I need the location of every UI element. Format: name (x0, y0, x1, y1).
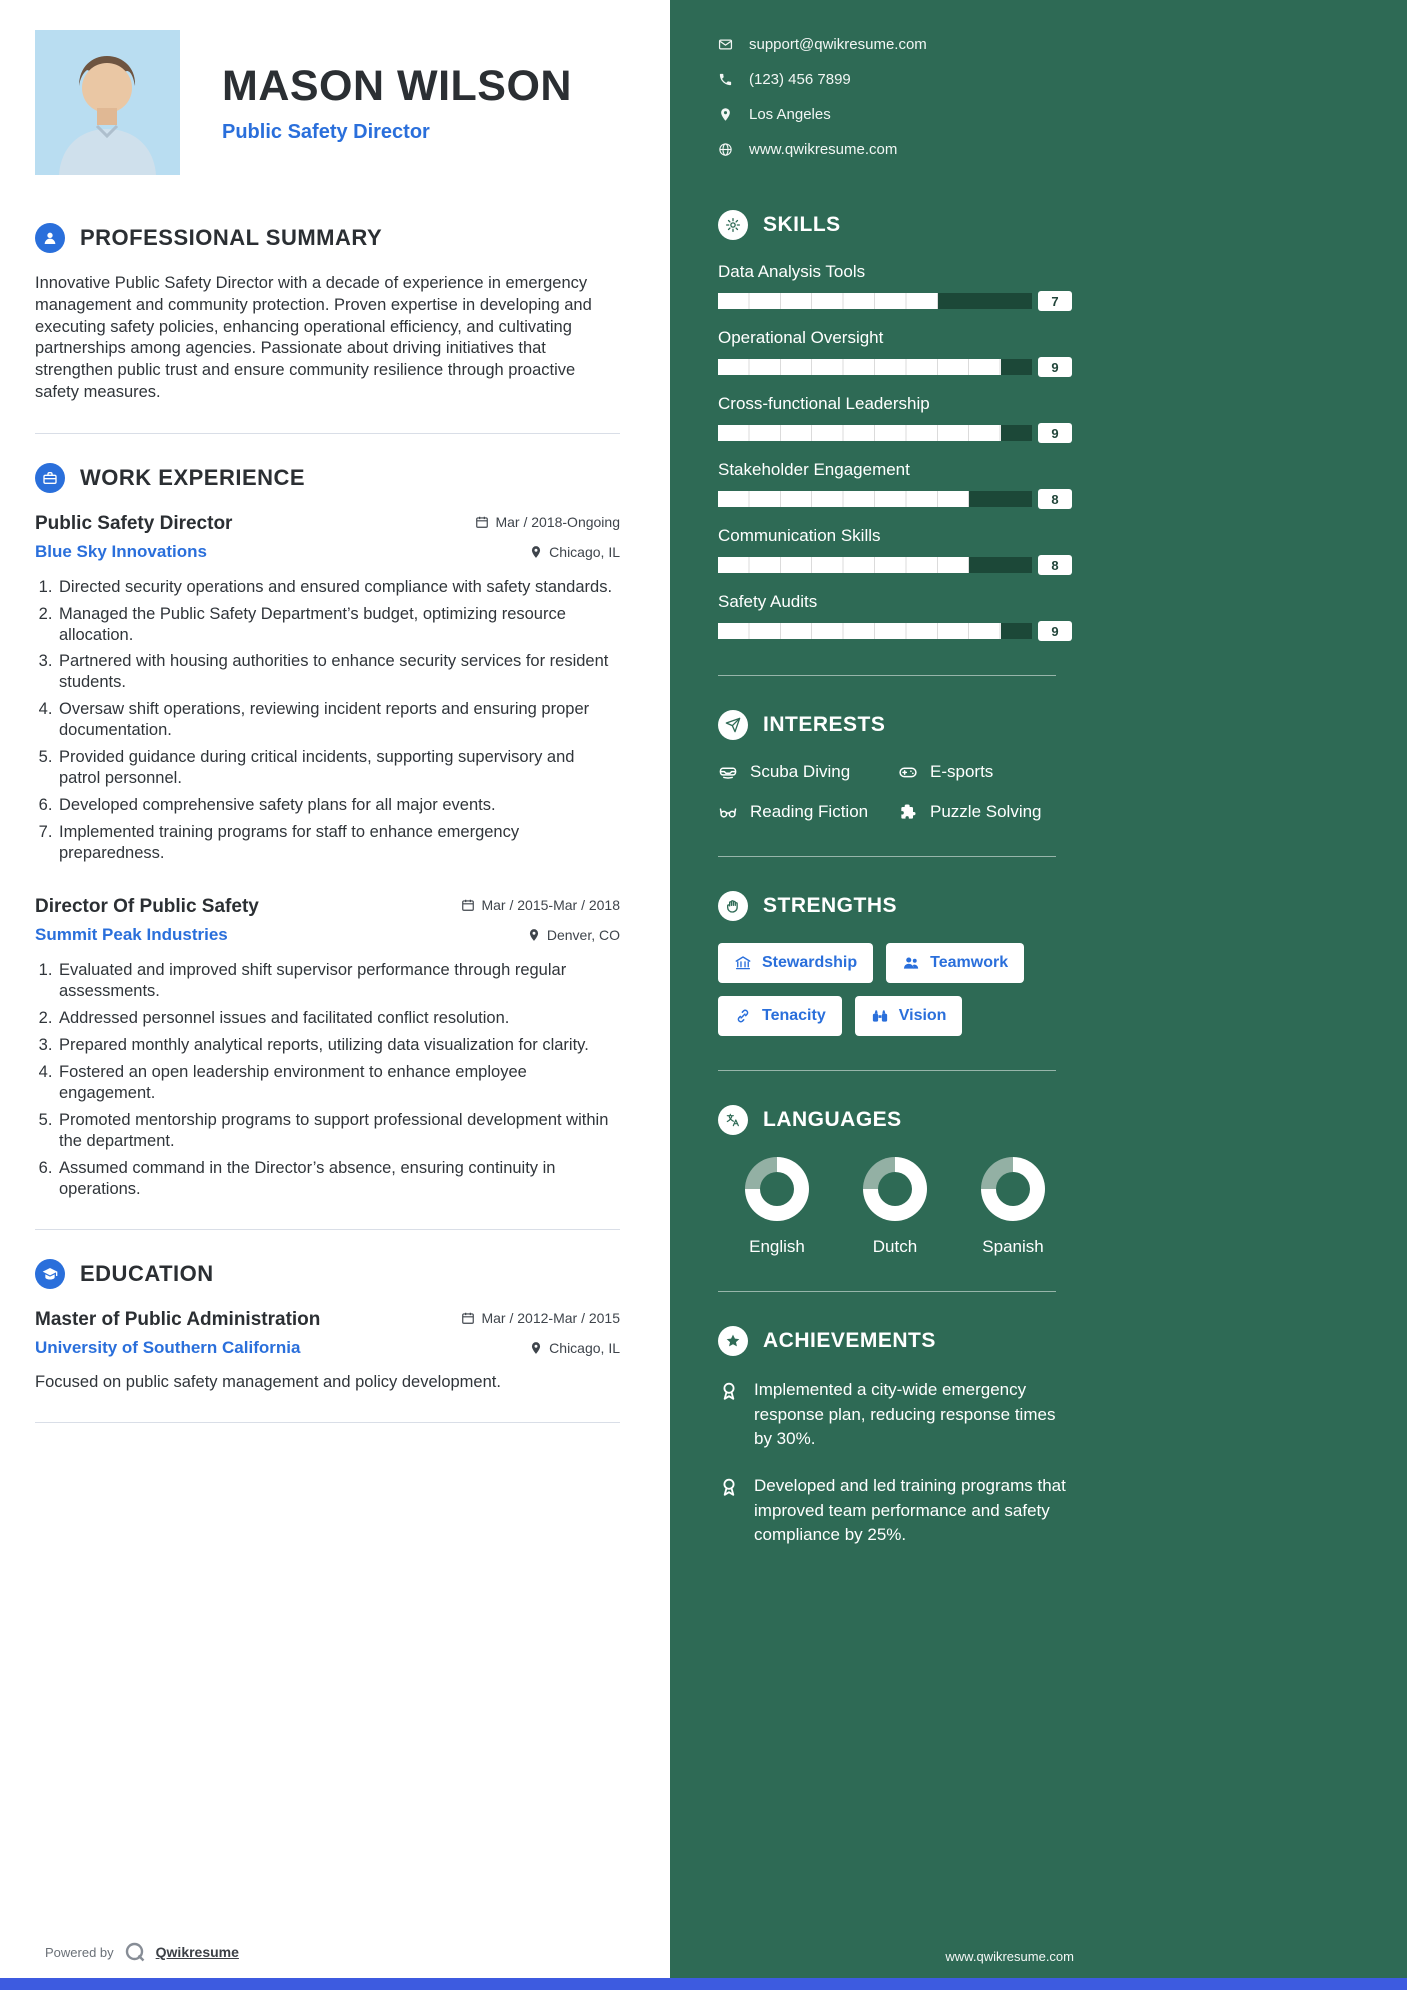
interest-item (718, 762, 898, 782)
website-footer[interactable]: www.qwikresume.com (945, 1949, 1074, 1964)
divider (35, 433, 620, 434)
achievement-text: Developed and led training programs that improved team performance and safety compliance by 25%. (754, 1475, 1066, 1545)
pin-icon (529, 545, 543, 559)
profile-photo-illustration (35, 30, 180, 175)
skill-score-badge: 9 (1038, 621, 1072, 641)
pin-icon (529, 1341, 543, 1355)
left-column (0, 0, 670, 1990)
qwikresume-brand-link[interactable]: Qwikresume (155, 1944, 239, 1960)
strength-label: Teamwork (930, 954, 1009, 971)
job-bullet: 3. Partnered with housing authorities to enhance security services for resident students. (57, 651, 620, 693)
skill-label: Operational Oversight (718, 328, 884, 347)
skill-label: Communication Skills (718, 526, 881, 545)
education-degree: Master of Public Administration (35, 1308, 321, 1330)
work-heading: WORK EXPERIENCE (80, 464, 306, 490)
skill-bar-fill (718, 557, 969, 573)
skill-score-badge: 7 (1038, 291, 1072, 311)
powered-by-label: Powered by (45, 1944, 114, 1960)
job-list (35, 513, 620, 1200)
language-donut-chart (863, 1157, 927, 1221)
qwikresume-logo-icon (123, 1940, 147, 1964)
job-bullet: 4. Fostered an open leadership environment to enhance employee engagement. (57, 1062, 620, 1104)
language-label: Spanish (982, 1237, 1044, 1256)
interests-heading: INTERESTS (763, 713, 886, 736)
skill-item (718, 460, 1074, 509)
contact-text: (123) 456 7899 (749, 71, 851, 88)
summary-heading: PROFESSIONAL SUMMARY (80, 225, 383, 250)
interest-label: E-sports (930, 762, 994, 781)
identity-header (35, 30, 620, 175)
education-location: Chicago, IL (529, 1340, 620, 1356)
gear-icon (725, 217, 741, 233)
skill-item (718, 262, 1074, 311)
achievements-heading: ACHIEVEMENTS (763, 1329, 936, 1352)
skill-item (718, 526, 1074, 575)
strength-pill (718, 943, 873, 983)
calendar-icon (461, 898, 475, 912)
skill-list (718, 262, 1074, 641)
job-bullet: 6. Developed comprehensive safety plans for all major events. (57, 795, 620, 816)
language-item (954, 1157, 1072, 1257)
achievement-item (718, 1474, 1074, 1548)
job-bullet: 5. Provided guidance during critical incidents, supporting supervisory and patrol personnel. (57, 747, 620, 789)
divider (718, 675, 1056, 676)
achievement-item (718, 1378, 1074, 1452)
skill-score-badge: 9 (1038, 357, 1072, 377)
calendar-icon (475, 515, 489, 529)
work-section (35, 463, 620, 1200)
job-bullet: 6. Assumed command in the Director’s absence, ensuring continuity in operations. (57, 1158, 620, 1200)
job-bullet: 3. Prepared monthly analytical reports, utilizing data visualization for clarity. (57, 1035, 620, 1056)
binoculars-icon (871, 1007, 889, 1025)
people-icon (902, 954, 920, 972)
job-entry (35, 513, 620, 864)
language-item (718, 1157, 836, 1257)
strength-label: Vision (898, 1007, 947, 1024)
skill-label: Data Analysis Tools (718, 262, 866, 281)
interests-section (718, 710, 1074, 822)
skill-bar (718, 557, 1032, 573)
award-icon (718, 1380, 740, 1402)
job-company-link[interactable]: Summit Peak Industries (35, 925, 228, 945)
language-donut-chart (745, 1157, 809, 1221)
achievement-list (718, 1378, 1074, 1548)
job-entry (35, 896, 620, 1200)
divider (718, 1070, 1056, 1071)
job-date: Mar / 2015-Mar / 2018 (461, 897, 620, 913)
divider (718, 856, 1056, 857)
calendar-icon (461, 1311, 475, 1325)
education-section (35, 1259, 620, 1394)
briefcase-icon (42, 470, 58, 486)
bank-icon (734, 954, 752, 972)
language-label: English (749, 1237, 805, 1256)
award-icon (718, 1476, 740, 1498)
contact-item[interactable] (718, 106, 1074, 123)
job-title: Public Safety Director (35, 512, 233, 534)
education-school-link[interactable]: University of Southern California (35, 1337, 301, 1357)
strength-label: Stewardship (762, 954, 858, 971)
job-bullet: 1. Directed security operations and ensured compliance with safety standards. (57, 577, 620, 598)
language-label: Dutch (872, 1237, 918, 1256)
job-location: Denver, CO (527, 927, 620, 943)
glasses-icon (718, 802, 738, 822)
job-bullet: 2. Addressed personnel issues and facilitated conflict resolution. (57, 1008, 620, 1029)
job-company-link[interactable]: Blue Sky Innovations (35, 541, 207, 561)
strength-pill (855, 996, 963, 1036)
translate-icon (725, 1112, 741, 1128)
strength-list (718, 943, 1038, 1036)
skills-heading: SKILLS (763, 213, 841, 236)
divider (35, 1229, 620, 1230)
strength-pill (886, 943, 1024, 983)
contact-text: support@qwikresume.com (749, 36, 927, 53)
languages-section (718, 1105, 1074, 1257)
skill-item (718, 592, 1074, 641)
contact-item[interactable] (718, 141, 1074, 158)
skill-bar (718, 425, 1032, 441)
education-heading: EDUCATION (80, 1260, 214, 1286)
language-item (836, 1157, 954, 1257)
job-bullet: 5. Promoted mentorship programs to support professional development within the department. (57, 1110, 620, 1152)
star-icon (725, 1333, 741, 1349)
link-icon (734, 1007, 752, 1025)
skill-label: Cross-functional Leadership (718, 394, 930, 413)
person-icon (42, 230, 58, 246)
contact-text: www.qwikresume.com (749, 141, 898, 158)
interest-label: Scuba Diving (750, 762, 851, 781)
globe-icon (718, 142, 733, 157)
goggles-icon (718, 762, 738, 782)
pin-icon (527, 928, 541, 942)
skill-bar (718, 293, 1032, 309)
skill-bar-fill (718, 491, 969, 507)
job-location: Chicago, IL (529, 544, 620, 560)
gamepad-icon (898, 762, 918, 782)
contact-text: Los Angeles (749, 106, 831, 123)
interest-label: Reading Fiction (750, 802, 869, 821)
interest-item (898, 802, 1074, 822)
job-bullet: 4. Oversaw shift operations, reviewing incident reports and ensuring proper documentation. (57, 699, 620, 741)
candidate-title: Public Safety Director (222, 120, 430, 143)
language-list (718, 1157, 1074, 1257)
job-bullet-list (35, 577, 620, 864)
language-donut-chart (981, 1157, 1045, 1221)
skill-score-badge: 9 (1038, 423, 1072, 443)
job-title: Director Of Public Safety (35, 896, 259, 918)
skill-item (718, 328, 1074, 377)
job-bullet: 2. Managed the Public Safety Department’s budget, optimizing resource allocation. (57, 604, 620, 646)
skill-bar-fill (718, 293, 938, 309)
phone-icon (718, 72, 733, 87)
skill-bar (718, 359, 1032, 375)
skill-label: Safety Audits (718, 592, 818, 611)
achievements-section (718, 1326, 1074, 1548)
interest-item (718, 802, 898, 822)
divider (35, 1422, 620, 1423)
summary-section (35, 223, 620, 404)
skill-bar (718, 623, 1032, 639)
puzzle-icon (898, 802, 918, 822)
summary-text: Innovative Public Safety Director with a decade of experience in emergency management and community protection. Proven expertise in developing and executing safety policies, enhancing operational efficiency, and cultivating partnerships among agencies. Passionate about driving initiatives that strengthen public trust and ensure community resilience through proactive safety measures. (35, 274, 592, 401)
skill-label: Stakeholder Engagement (718, 460, 910, 479)
job-bullet: 1. Evaluated and improved shift supervisor performance through regular assessments. (57, 960, 620, 1002)
right-column (670, 0, 1407, 1990)
strengths-heading: STRENGTHS (763, 894, 898, 917)
education-date: Mar / 2012-Mar / 2015 (461, 1310, 620, 1326)
interest-list (718, 762, 1074, 822)
skill-score-badge: 8 (1038, 489, 1072, 509)
skill-item (718, 394, 1074, 443)
profile-photo (35, 30, 180, 175)
pin-icon (718, 107, 733, 122)
contact-list (718, 36, 1074, 158)
hand-icon (725, 898, 741, 914)
skill-bar-fill (718, 359, 1001, 375)
strength-label: Tenacity (762, 1007, 826, 1024)
divider (718, 1291, 1056, 1292)
skills-section (718, 210, 1074, 641)
skill-bar (718, 491, 1032, 507)
strength-pill (718, 996, 842, 1036)
send-icon (725, 717, 741, 733)
job-date: Mar / 2018-Ongoing (475, 514, 620, 530)
interest-label: Puzzle Solving (930, 802, 1042, 821)
education-note: Focused on public safety management and policy development. (35, 1372, 501, 1391)
bottom-accent-bar (0, 1978, 1407, 1990)
grad-icon (42, 1266, 58, 1282)
candidate-name: MASON WILSON (222, 61, 572, 110)
skill-bar-fill (718, 425, 1001, 441)
languages-heading: LANGUAGES (763, 1108, 902, 1131)
contact-item[interactable] (718, 71, 1074, 88)
job-bullet: 7. Implemented training programs for staff to enhance emergency preparedness. (57, 822, 620, 864)
achievement-text: Implemented a city-wide emergency response plan, reducing response times by 30%. (754, 1380, 1056, 1449)
contact-item[interactable] (718, 36, 1074, 53)
strengths-section (718, 891, 1074, 1036)
skill-bar-fill (718, 623, 1001, 639)
skill-score-badge: 8 (1038, 555, 1072, 575)
interest-item (898, 762, 1074, 782)
powered-by-footer (45, 1940, 239, 1964)
job-bullet-list (35, 960, 620, 1200)
mail-icon (718, 37, 733, 52)
